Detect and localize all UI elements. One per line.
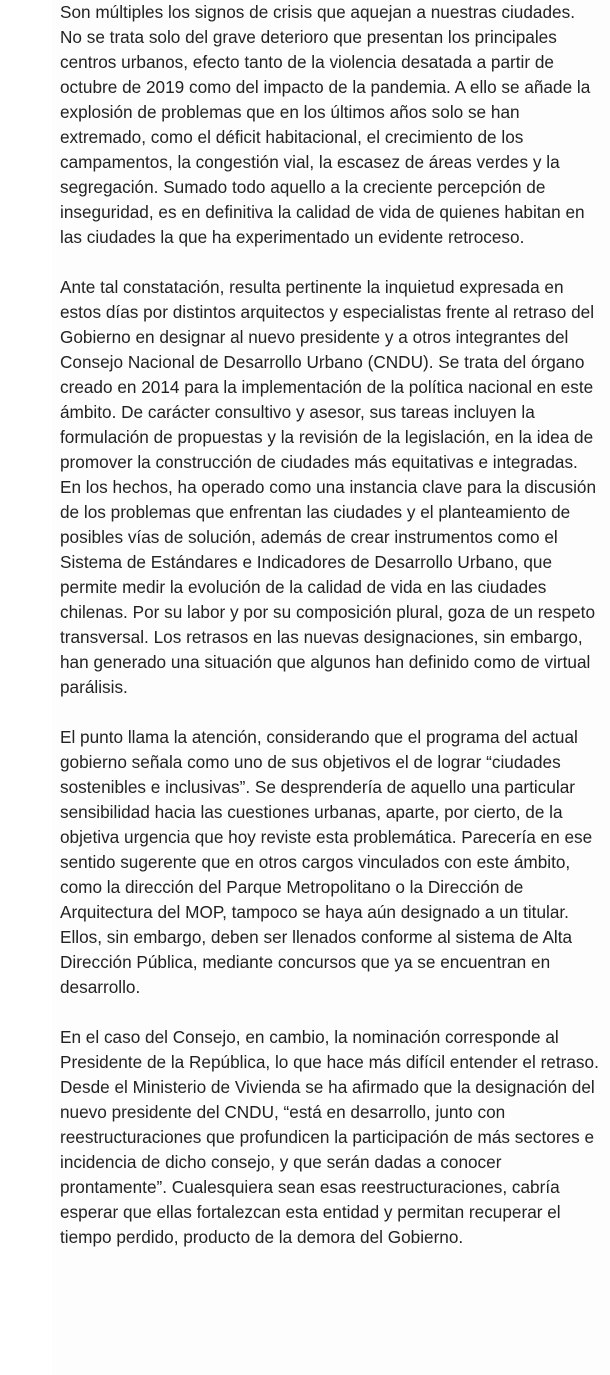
article-body (52, 0, 600, 1250)
paragraph-1: Son múltiples los signos de crisis que aquejan a nuestras ciudades. No se trata solo del grave deterioro que presentan los principales centros urbanos, efecto tanto de la violencia desatada a partir de octubre de 2019 como del impacto de la pandemia. A ello se añade la explosión de problemas que en los últimos años solo se han extremado, como el déficit habitacional, el crecimiento de los campamentos, la congestión vial, la escasez de áreas verdes y la segregación. Sumado todo aquello a la creciente percepción de inseguridad, es en definitiva la calidad de vida de quienes habitan en las ciudades la que ha experimentado un evidente retroceso. (60, 2, 591, 247)
paragraph-4: En el caso del Consejo, en cambio, la nominación corresponde al Presidente de la República, lo que hace más difícil entender el retraso. Desde el Ministerio de Vivienda se ha afirmado que la designación del nuevo presidente del CNDU, “está en desarrollo, junto con reestructuraciones que profundicen la participación de más sectores e incidencia de dicho consejo, y que serán dadas a conocer prontamente”. Cualesquiera sean esas reestructuraciones, cabría esperar que ellas fortalezcan esta entidad y permitan recuperar el tiempo perdido, producto de la demora del Gobierno. (60, 1027, 599, 1247)
paragraph-2: Ante tal constatación, resulta pertinente la inquietud expresada en estos días por distintos arquitectos y especialistas frente al retraso del Gobierno en designar al nuevo presidente y a otros integrantes del Consejo Nacional de Desarrollo Urbano (CNDU). Se trata del órgano creado en 2014 para la implementación de la política nacional en este ámbito. De carácter consultivo y asesor, sus tareas incluyen la formulación de propuestas y la revisión de la legislación, en la idea de promover la construcción de ciudades más equitativas e integradas. En los hechos, ha operado como una instancia clave para la discusión de los problemas que enfrentan las ciudades y el planteamiento de posibles vías de solución, además de crear instrumentos como el Sistema de Estándares e Indicadores de Desarrollo Urbano, que permite medir la evolución de la calidad de vida en las ciudades chilenas. Por su labor y por su composición plural, goza de un respeto transversal. Los retrasos en las nuevas designaciones, sin embargo, han generado una situación que algunos han definido como de virtual parálisis. (60, 277, 597, 697)
paragraph-3: El punto llama la atención, considerando que el programa del actual gobierno señala como uno de sus objetivos el de lograr “ciudades sostenibles e inclusivas”. Se desprendería de aquello una particular sensibilidad hacia las cuestiones urbanas, aparte, por cierto, de la objetiva urgencia que hoy reviste esta problemática. Parecería en ese sentido sugerente que en otros cargos vinculados con este ámbito, como la dirección del Parque Metropolitano o la Dirección de Arquitectura del MOP, tampoco se haya aún designado a un titular. Ellos, sin embargo, deben ser llenados conforme al sistema de Alta Dirección Pública, mediante concursos que ya se encuentran en desarrollo. (60, 727, 593, 997)
article-page (52, 0, 610, 1375)
